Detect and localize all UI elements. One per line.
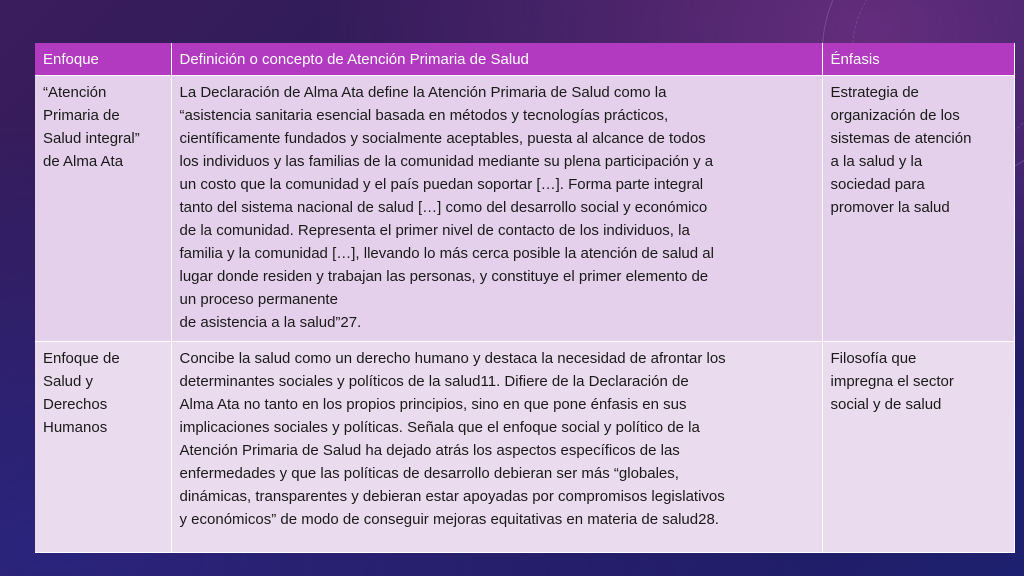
table-row: [35, 76, 1014, 342]
cell-definicion: La Declaración de Alma Ata define la Atención Primaria de Salud como la “asistencia sanitaria esencial basada en métodos y tecnologías prácticos, científicamente fundados y socialmente aceptables, puesta al alcance de todos los individuos y las familias de la comunidad mediante su plena participación y a un costo que la comunidad y el país puedan soportar […]. Forma parte integral tanto del sistema nacional de salud […] como del desarrollo social y económico de la comunidad. Representa el primer nivel de contacto de los individuos, la familia y la comunidad […], llevando lo más cerca posible la atención de salud al lugar donde residen y trabajan las personas, y constituye el primer elemento de un proceso permanente de asistencia a la salud”27.: [171, 76, 822, 342]
cell-enfasis: Filosofía que impregna el sector social y de salud: [822, 342, 1014, 553]
aps-table: [35, 43, 1015, 553]
cell-definicion: Concibe la salud como un derecho humano y destaca la necesidad de afrontar los determinantes sociales y políticos de la salud11. Difiere de la Declaración de Alma Ata no tanto en los propios principios, sino en que pone énfasis en sus implicaciones sociales y políticas. Señala que el enfoque social y político de la Atención Primaria de Salud ha dejado atrás los aspectos específicos de las enfermedades y que las políticas de desarrollo debieran ser más “globales, dinámicas, transparentes y debieran estar apoyadas por compromisos legislativos y económicos” de modo de conseguir mejoras equitativas en materia de salud28.: [171, 342, 822, 553]
header-definicion: Definición o concepto de Atención Primaria de Salud: [171, 43, 822, 76]
cell-enfasis: Estrategia de organización de los sistemas de atención a la salud y la sociedad para promover la salud: [822, 76, 1014, 342]
comparison-table: [35, 43, 1014, 553]
cell-enfoque: Enfoque de Salud y Derechos Humanos: [35, 342, 171, 553]
header-enfoque: Enfoque: [35, 43, 171, 76]
header-enfasis: Énfasis: [822, 43, 1014, 76]
table-row: [35, 342, 1014, 553]
table-header-row: [35, 43, 1014, 76]
cell-enfoque: “Atención Primaria de Salud integral” de Alma Ata: [35, 76, 171, 342]
